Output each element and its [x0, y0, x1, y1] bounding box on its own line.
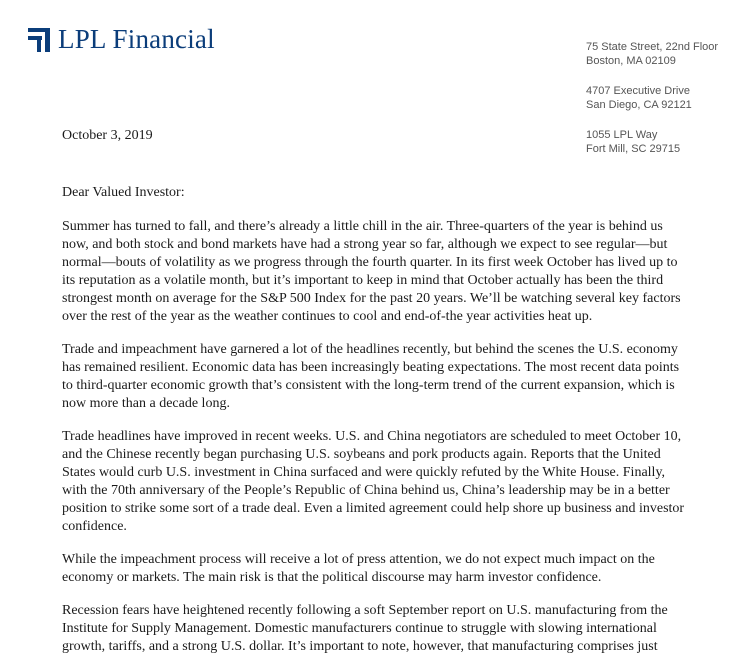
paragraph: Trade and impeachment have garnered a lot of the headlines recently, but behind the scenes the U.S. economy has remained resilient. Economic data has been increasingly beating expectations. The most recent data points to third-quarter economic growth that’s consistent with the long-term trend of the current expansion, which is now more than a decade long.	[62, 342, 680, 411]
address-boston	[586, 40, 718, 68]
address-line: 1055 LPL Way	[586, 129, 658, 141]
letter-body	[62, 184, 688, 671]
address-line: 75 State Street, 22nd Floor	[586, 41, 719, 53]
address-line: Boston, MA 02109	[586, 55, 676, 67]
address-san-diego	[586, 84, 718, 112]
office-addresses	[586, 40, 718, 172]
lpl-logo-icon	[28, 28, 50, 52]
paragraph: Summer has turned to fall, and there’s already a little chill in the air. Three-quarters of the year is behind us now, and both stock and bond markets have had a strong year so far, although we expect to see regular—but normal—bouts of volatility as we progress through the fourth quarter. In its first week October has lived up to its reputation as a volatile month, but it’s important to keep in mind that October actually has been the third strongest month on average for the S&P 500 Index for the past 20 years. We’ll be watching several key factors over the rest of the year as the weather continues to cool and end-of-the year activities heat up.	[62, 219, 681, 324]
paragraph: While the impeachment process will receive a lot of press attention, we do not expect much impact on the economy or markets. The main risk is that the political discourse may harm investor confidence.	[62, 552, 655, 585]
address-line: Fort Mill, SC 29715	[586, 143, 681, 155]
letter-date: October 3, 2019	[62, 128, 153, 143]
address-line: 4707 Executive Drive	[586, 85, 690, 97]
address-fort-mill	[586, 128, 718, 156]
paragraph: Trade headlines have improved in recent weeks. U.S. and China negotiators are scheduled to meet October 10, and the Chinese recently began purchasing U.S. soybeans and pork products again. Reports that the United States would curb U.S. investment in China surfaced and were quickly refuted by the White House. Finally, with the 70th anniversary of the People’s Republic of China behind us, China’s leadership may be in a better position to strike some sort of a trade deal. Even a limited agreement could help shore up business and investor confidence.	[62, 429, 685, 534]
logo-text: LPL Financial	[58, 24, 215, 54]
paragraph: Recession fears have heightened recently following a soft September report on U.S. manufacturing from the Institute for Supply Management. Domestic manufacturers continue to struggle with slowing international growth, tariffs, and a strong U.S. dollar. It’s important to note, however, that manufacturing comprises just	[62, 603, 668, 654]
salutation: Dear Valued Investor:	[62, 185, 185, 200]
address-line: San Diego, CA 92121	[586, 99, 692, 111]
company-logo	[28, 26, 215, 53]
